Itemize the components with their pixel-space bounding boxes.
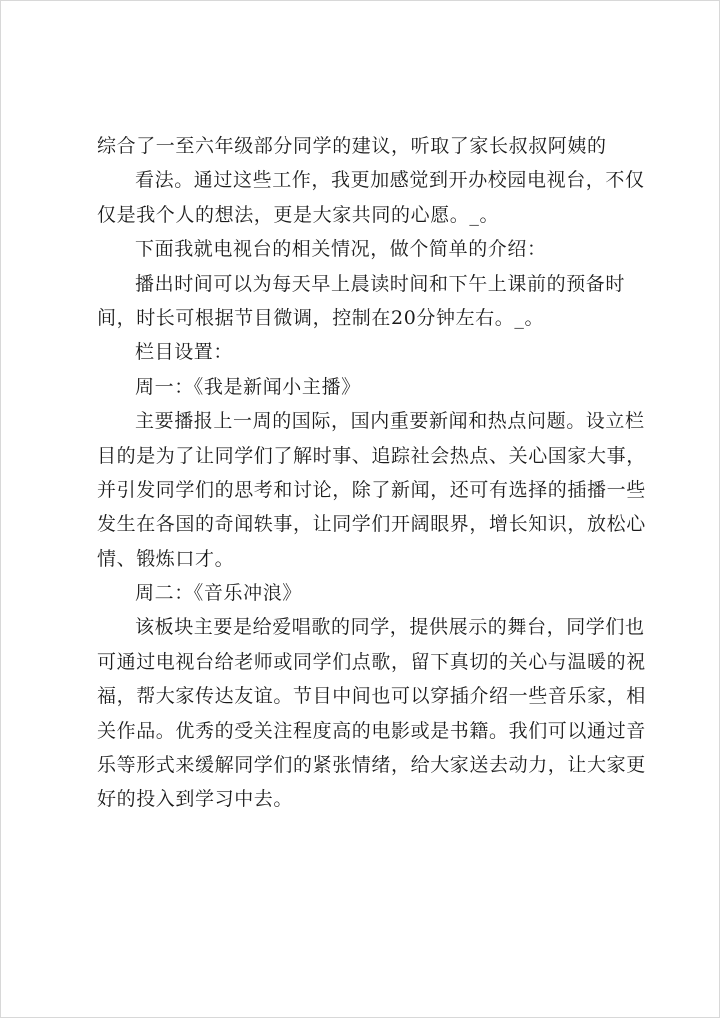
section-heading: 栏目设置： xyxy=(135,341,234,364)
text-line: 并引发同学们的思考和讨论，除了新闻，还可有选择的插播一些 xyxy=(97,478,646,501)
text-line: 目的是为了让同学们了解时事、追踪社会热点、关心国家大事， xyxy=(97,444,646,467)
text-line: 下面我就电视台的相关情况，做个简单的介绍： xyxy=(135,238,547,261)
text-line: 发生在各国的奇闻轶事，让同学们开阔眼界，增长知识，放松心 xyxy=(97,513,646,536)
text-line: 该板块主要是给爱唱歌的同学，提供展示的舞台，同学们也 xyxy=(135,616,645,639)
text-line: 播出时间可以为每天早上晨读时间和下午上课前的预备时 xyxy=(135,272,626,295)
program-title: 周二：《音乐冲浪》 xyxy=(135,582,302,605)
text-line: 乐等形式来缓解同学们的紧张情绪，给大家送去动力，让大家更 xyxy=(97,754,646,777)
program-title: 周一：《我是新闻小主播》 xyxy=(135,375,361,398)
text-line: 看法。通过这些工作，我更加感觉到开办校园电视台，不仅 xyxy=(135,169,645,192)
text-line: 关作品。优秀的受关注程度高的电影或是书籍。我们可以通过音 xyxy=(97,719,646,742)
text-line: 综合了一至六年级部分同学的建议，听取了家长叔叔阿姨的 xyxy=(97,135,607,157)
text-line: 间，时长可根据节目微调，控制在20分钟左右。_。 xyxy=(97,306,545,329)
text-line: 仅是我个人的想法，更是大家共同的心愿。_。 xyxy=(97,203,500,226)
text-line: 情、锻炼口才。 xyxy=(97,547,235,570)
text-line: 可通过电视台给老师或同学们点歌，留下真切的关心与温暖的祝 xyxy=(97,650,646,673)
text-line: 主要播报上一周的国际，国内重要新闻和热点问题。设立栏 xyxy=(135,410,645,433)
text-line: 好的投入到学习中去。 xyxy=(97,788,294,811)
text-line: 福，帮大家传达友谊。节目中间也可以穿插介绍一些音乐家，相 xyxy=(97,685,646,708)
document-body xyxy=(97,129,646,817)
